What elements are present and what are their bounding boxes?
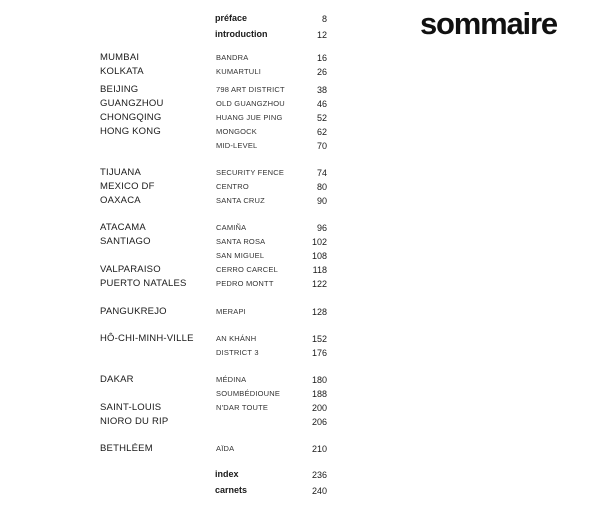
city-name: HONG KONG [100, 126, 161, 137]
city-name: MEXICO DF [100, 181, 155, 192]
toc-entry [0, 417, 340, 431]
city-name: KOLKATA [100, 66, 144, 77]
page-number: 46 [316, 99, 327, 109]
front-matter-label: introduction [215, 29, 268, 39]
place-name: BANDRA [216, 53, 249, 62]
page-number: 200 [311, 403, 327, 413]
page-number: 90 [316, 196, 327, 206]
page-number: 96 [316, 223, 327, 233]
page-number: 152 [311, 334, 327, 344]
page-number: 180 [311, 375, 327, 385]
toc-entry [0, 251, 340, 265]
toc-entry [0, 127, 340, 141]
front-matter-row [0, 30, 340, 44]
page-number: 188 [311, 389, 327, 399]
city-name: SAINT-LOUIS [100, 402, 162, 413]
toc-entry [0, 85, 340, 99]
page-number: 62 [316, 127, 327, 137]
toc-entry [0, 196, 340, 210]
back-matter-row [0, 470, 340, 484]
place-name: CAMIÑA [216, 223, 247, 232]
city-name: VALPARAISO [100, 264, 161, 275]
place-name: MÉDINA [216, 375, 247, 384]
city-name: CHONGQING [100, 112, 162, 123]
city-name: GUANGZHOU [100, 98, 164, 109]
page-number: 118 [312, 265, 327, 275]
toc-entry [0, 67, 340, 81]
toc-entry [0, 444, 340, 458]
back-matter-row [0, 486, 340, 500]
toc-entry [0, 182, 340, 196]
city-name: OAXACA [100, 195, 141, 206]
toc-entry [0, 348, 340, 362]
toc-entry [0, 375, 340, 389]
toc-entry [0, 389, 340, 403]
place-name: SANTA ROSA [216, 237, 266, 246]
city-name: TIJUANA [100, 167, 141, 178]
city-name: PUERTO NATALES [100, 278, 187, 289]
toc-entry [0, 307, 340, 321]
place-name: KUMARTULI [216, 67, 262, 76]
back-matter-label: carnets [215, 485, 248, 495]
toc-entry [0, 168, 340, 182]
page-title: sommaire [420, 6, 557, 41]
city-name: SANTIAGO [100, 236, 151, 247]
page-number: 8 [321, 14, 327, 24]
place-name: CENTRO [216, 182, 249, 191]
place-name: SECURITY FENCE [216, 168, 285, 177]
back-matter-label: index [215, 469, 239, 479]
page-number: 52 [316, 113, 327, 123]
page-number: 176 [311, 348, 327, 358]
city-name: DAKAR [100, 374, 134, 385]
page-number: 102 [311, 237, 327, 247]
toc-entry [0, 279, 340, 293]
toc-entry [0, 141, 340, 155]
page-number: 74 [316, 168, 327, 178]
page-number: 16 [316, 53, 327, 63]
page-number: 80 [316, 182, 327, 192]
place-name: PEDRO MONTT [216, 279, 274, 288]
page-number: 122 [311, 279, 327, 289]
place-name: MONGOCK [216, 127, 257, 136]
toc-entry [0, 113, 340, 127]
page-number: 70 [316, 141, 327, 151]
city-name: HÔ-CHI-MINH-VILLE [100, 333, 194, 344]
toc-entry [0, 403, 340, 417]
place-name: AÏDA [216, 444, 235, 453]
place-name: DISTRICT 3 [216, 348, 259, 357]
front-matter-row [0, 14, 340, 28]
page-number: 26 [316, 67, 327, 77]
page-number: 38 [316, 85, 327, 95]
city-name: ATACAMA [100, 222, 146, 233]
front-matter-label: préface [215, 13, 248, 23]
city-name: NIORO DU RIP [100, 416, 169, 427]
place-name: MID-LEVEL [216, 141, 258, 150]
city-name: PANGUKREJO [100, 306, 167, 317]
page-number: 210 [311, 444, 327, 454]
page-number: 128 [311, 307, 327, 317]
place-name: SOUMBÉDIOUNE [216, 389, 281, 398]
place-name: 798 ART DISTRICT [216, 85, 285, 94]
page-number: 108 [311, 251, 327, 261]
toc-entry [0, 334, 340, 348]
place-name: SAN MIGUEL [216, 251, 265, 260]
city-name: MUMBAI [100, 52, 140, 63]
city-name: BETHLÉEM [100, 443, 153, 454]
city-name: BEIJING [100, 84, 139, 95]
toc-entry [0, 99, 340, 113]
page-number: 12 [316, 30, 327, 40]
place-name: SANTA CRUZ [216, 196, 265, 205]
place-name: N'DAR TOUTE [216, 403, 269, 412]
toc-entry [0, 265, 340, 279]
place-name: AN KHÁNH [216, 334, 257, 343]
page-number: 236 [311, 470, 327, 480]
toc-entry [0, 237, 340, 251]
place-name: CERRO CARCEL [216, 265, 278, 274]
place-name: OLD GUANGZHOU [216, 99, 285, 108]
page-number: 206 [311, 417, 327, 427]
page-number: 240 [311, 486, 327, 496]
toc-entry [0, 53, 340, 67]
place-name: MERAPI [216, 307, 246, 316]
toc-entry [0, 223, 340, 237]
place-name: HUANG JUE PING [216, 113, 283, 122]
